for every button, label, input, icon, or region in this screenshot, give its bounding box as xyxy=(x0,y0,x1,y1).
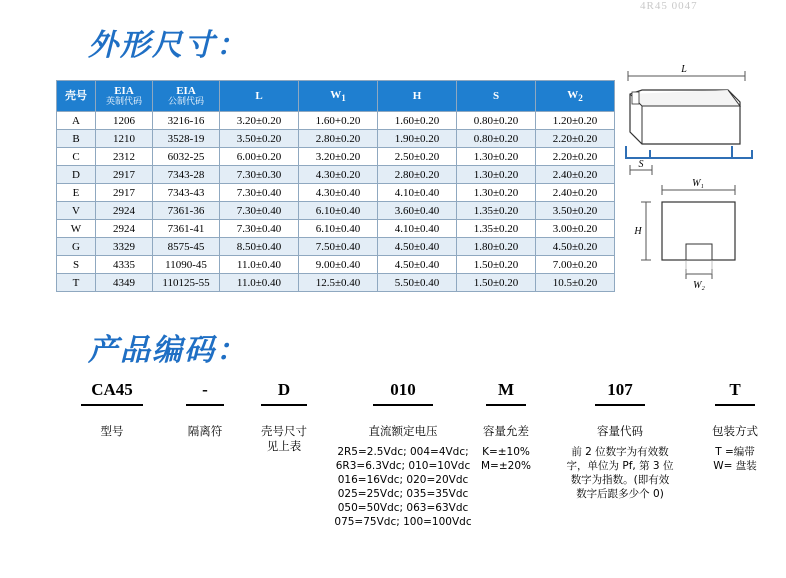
table-cell: D xyxy=(57,166,96,184)
svg-text:H: H xyxy=(634,226,642,237)
table-cell: 7.50±0.40 xyxy=(299,238,378,256)
table-row xyxy=(57,112,615,130)
table-cell: 1.50±0.20 xyxy=(457,274,536,292)
table-cell: 2.40±0.20 xyxy=(536,166,615,184)
col-header-w1 xyxy=(299,81,378,112)
table-cell: A xyxy=(57,112,96,130)
faint-top-text: 4R45 0047 xyxy=(640,0,698,12)
part-number-code: D xyxy=(277,380,291,399)
part-number-field-description: 2R5=2.5Vdc; 004=4Vdc; 6R3=6.3Vdc; 010=10Vdc 016=16Vdc; 020=20Vdc 025=25Vdc; 035=35Vdc 050=50Vdc; 063=63Vdc 075=75Vdc; 100=100Vdc xyxy=(334,446,472,528)
table-cell: 4.30±0.20 xyxy=(299,166,378,184)
part-number-field-name: 容量允差 xyxy=(483,424,529,438)
table-cell: 3.20±0.20 xyxy=(299,148,378,166)
table-body xyxy=(57,112,615,292)
table-cell: 1.30±0.20 xyxy=(457,166,536,184)
table-cell: T xyxy=(57,274,96,292)
table-cell: 1.60±0.20 xyxy=(378,112,457,130)
table-cell: 3.00±0.20 xyxy=(536,220,615,238)
table-cell: 11.0±0.40 xyxy=(220,256,299,274)
table-cell: 2.20±0.20 xyxy=(536,148,615,166)
col-header-case-code-label: 壳号 xyxy=(65,89,87,102)
col-header-l-label: L xyxy=(255,89,263,102)
table-cell: 1.30±0.20 xyxy=(457,184,536,202)
col-header-l xyxy=(220,81,299,112)
col-header-s xyxy=(457,81,536,112)
table-cell: 5.50±0.40 xyxy=(378,274,457,292)
table-cell: 1.35±0.20 xyxy=(457,202,536,220)
page-title-dimensions: 外形尺寸： xyxy=(88,29,248,62)
table-cell: 2.50±0.20 xyxy=(378,148,457,166)
table-row xyxy=(57,202,615,220)
table-cell: 7.30±0.40 xyxy=(220,220,299,238)
part-number-field-name: 隔离符 xyxy=(187,424,223,438)
table-cell: 7.30±0.30 xyxy=(220,166,299,184)
part-number-decoder xyxy=(40,380,760,570)
part-number-segment xyxy=(328,380,478,529)
table-cell: 2.40±0.20 xyxy=(536,184,615,202)
part-number-code: CA45 xyxy=(91,380,133,399)
col-header-case-code xyxy=(57,81,96,112)
part-number-code: - xyxy=(202,380,208,399)
table-cell: 0.80±0.20 xyxy=(457,130,536,148)
table-cell: 3.50±0.20 xyxy=(536,202,615,220)
table-cell: 1.50±0.20 xyxy=(457,256,536,274)
table-row xyxy=(57,238,615,256)
table-cell: 10.5±0.20 xyxy=(536,274,615,292)
part-number-underline xyxy=(486,404,526,406)
table-row xyxy=(57,184,615,202)
part-number-code: 107 xyxy=(607,380,633,399)
col-header-eia-inch-label: EIA xyxy=(114,84,134,97)
part-number-code: T xyxy=(729,380,741,399)
col-header-eia-inch-sub: 英制代码 xyxy=(105,97,142,108)
table-cell: 4.50±0.40 xyxy=(378,256,457,274)
part-number-field-name: 壳号尺寸 见上表 xyxy=(261,424,307,453)
svg-text:S: S xyxy=(638,159,644,170)
table-cell: 4349 xyxy=(96,274,153,292)
table-row xyxy=(57,220,615,238)
col-header-w1-label: W xyxy=(330,88,342,101)
table-cell: 2924 xyxy=(96,202,153,220)
table-cell: 4.30±0.40 xyxy=(299,184,378,202)
table-cell: 3.50±0.20 xyxy=(220,130,299,148)
table-cell: 12.5±0.40 xyxy=(299,274,378,292)
table-cell: S xyxy=(57,256,96,274)
col-header-w2-sub: 2 xyxy=(578,92,583,103)
table-cell: 0.80±0.20 xyxy=(457,112,536,130)
table-cell: 6.10±0.40 xyxy=(299,202,378,220)
col-header-w1-sub: 1 xyxy=(341,92,346,103)
table-cell: 3528-19 xyxy=(153,130,220,148)
table-cell: 7.30±0.40 xyxy=(220,184,299,202)
part-number-code: 010 xyxy=(390,380,416,399)
table-cell: V xyxy=(57,202,96,220)
table-cell: 7.00±0.20 xyxy=(536,256,615,274)
part-number-field-description: T =编带 W= 盘装 xyxy=(713,446,757,472)
package-drawings xyxy=(600,62,780,302)
part-number-field-name: 直流额定电压 xyxy=(368,424,438,438)
part-number-underline xyxy=(186,404,224,406)
table-cell: 9.00±0.40 xyxy=(299,256,378,274)
part-number-field-description: 前 2 位数字为有效数 字，单位为 Pf, 第 3 位 数字为指数。(即有效 数字后跟多少个 0) xyxy=(566,446,674,500)
svg-text:W₂: W₂ xyxy=(693,280,705,291)
table-cell: 4.10±0.40 xyxy=(378,184,457,202)
table-cell: 4.50±0.40 xyxy=(378,238,457,256)
part-number-segment xyxy=(460,380,552,473)
table-cell: 1.60+0.20 xyxy=(299,112,378,130)
part-number-field-name: 包装方式 xyxy=(712,424,758,438)
package-outline-svg xyxy=(600,62,780,302)
table-cell: 7361-41 xyxy=(153,220,220,238)
col-header-eia-metric xyxy=(153,81,220,112)
svg-text:W₁: W₁ xyxy=(692,178,704,189)
table-cell: 1210 xyxy=(96,130,153,148)
table-cell: G xyxy=(57,238,96,256)
table-header-row xyxy=(57,81,615,112)
col-header-w2-label: W xyxy=(567,88,579,101)
part-number-underline xyxy=(715,404,755,406)
table-cell: 1.90±0.20 xyxy=(378,130,457,148)
table-cell: 7.30±0.40 xyxy=(220,202,299,220)
table-cell: 1206 xyxy=(96,112,153,130)
table-cell: E xyxy=(57,184,96,202)
table-cell: W xyxy=(57,220,96,238)
col-header-eia-metric-sub: 公制代码 xyxy=(167,97,204,108)
part-number-segment xyxy=(248,380,320,454)
part-number-segment xyxy=(690,380,780,473)
table-cell: 1.20±0.20 xyxy=(536,112,615,130)
table-cell: 1.30±0.20 xyxy=(457,148,536,166)
part-number-segment xyxy=(70,380,154,439)
table-cell: 1.80±0.20 xyxy=(457,238,536,256)
table-cell: 7343-43 xyxy=(153,184,220,202)
col-header-h-label: H xyxy=(412,89,422,102)
table-cell: 1.35±0.20 xyxy=(457,220,536,238)
table-row xyxy=(57,148,615,166)
table-cell: 2924 xyxy=(96,220,153,238)
col-header-eia-metric-label: EIA xyxy=(176,84,196,97)
table-cell: 6.10±0.40 xyxy=(299,220,378,238)
svg-text:L: L xyxy=(681,64,687,75)
table-cell: 3329 xyxy=(96,238,153,256)
page-title-part-number: 产品编码： xyxy=(88,334,248,367)
table-cell: B xyxy=(57,130,96,148)
part-number-field-name: 容量代码 xyxy=(597,424,643,438)
table-cell: 4335 xyxy=(96,256,153,274)
part-number-segment xyxy=(175,380,235,439)
table-row xyxy=(57,130,615,148)
table-cell: 2.20±0.20 xyxy=(536,130,615,148)
part-number-field-name: 型号 xyxy=(100,424,124,438)
table-cell: 11090-45 xyxy=(153,256,220,274)
part-number-field-description: K=±10% M=±20% xyxy=(481,446,531,472)
table-row xyxy=(57,274,615,292)
table-cell: 7343-28 xyxy=(153,166,220,184)
table-cell: 3216-16 xyxy=(153,112,220,130)
table-cell: 3.60±0.40 xyxy=(378,202,457,220)
table-cell: 8.50±0.40 xyxy=(220,238,299,256)
table-row xyxy=(57,166,615,184)
part-number-segment xyxy=(555,380,685,501)
table-cell: 2.80±0.20 xyxy=(378,166,457,184)
table-cell: C xyxy=(57,148,96,166)
table-row xyxy=(57,256,615,274)
table-cell: 2917 xyxy=(96,184,153,202)
part-number-underline xyxy=(261,404,307,406)
table-cell: 2.80±0.20 xyxy=(299,130,378,148)
table-cell: 6.00±0.20 xyxy=(220,148,299,166)
col-header-eia-inch xyxy=(96,81,153,112)
col-header-h xyxy=(378,81,457,112)
table-cell: 6032-25 xyxy=(153,148,220,166)
table-cell: 11.0±0.40 xyxy=(220,274,299,292)
part-number-underline xyxy=(373,404,433,406)
table-cell: 7361-36 xyxy=(153,202,220,220)
table-cell: 4.10±0.40 xyxy=(378,220,457,238)
table-cell: 2917 xyxy=(96,166,153,184)
part-number-code: M xyxy=(497,380,515,399)
table-cell: 4.50±0.20 xyxy=(536,238,615,256)
part-number-underline xyxy=(81,404,143,406)
part-number-underline xyxy=(595,404,645,406)
table-cell: 2312 xyxy=(96,148,153,166)
table-cell: 8575-45 xyxy=(153,238,220,256)
table-cell: 3.20±0.20 xyxy=(220,112,299,130)
col-header-s-label: S xyxy=(492,89,500,102)
table-cell: 110125-55 xyxy=(153,274,220,292)
dimension-table xyxy=(56,80,615,292)
